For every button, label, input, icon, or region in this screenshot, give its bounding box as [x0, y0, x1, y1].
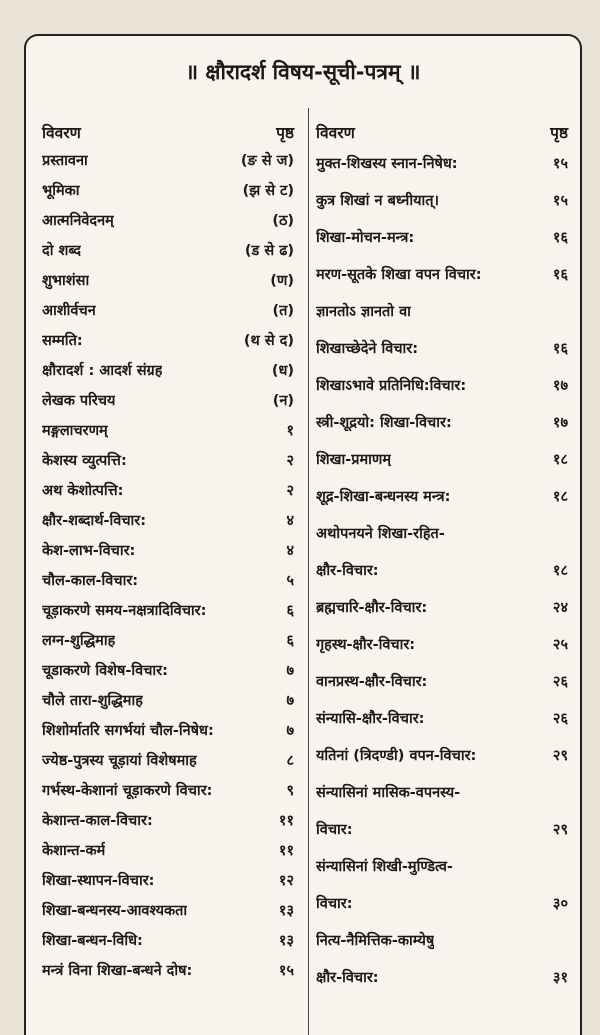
left-column: [42, 120, 294, 986]
toc-entry: [316, 812, 568, 849]
entry-label: क्षौर-शब्दार्थ-विचार:: [42, 513, 147, 529]
toc-entry: [42, 356, 294, 386]
entry-label: चौल-काल-विचार:: [42, 573, 139, 589]
entry-page: २४: [552, 600, 568, 616]
entry-page: ५: [286, 573, 294, 589]
entry-page: १५: [552, 156, 568, 172]
entry-page: २: [286, 483, 294, 499]
entry-page: ११: [278, 813, 294, 829]
entry-label: शिखा-बन्धन-विधि:: [42, 933, 143, 949]
entry-page: ३१: [552, 970, 568, 986]
toc-entry: [42, 326, 294, 356]
entry-page: (ण): [270, 273, 294, 289]
entry-label: मन्त्रं विना शिखा-बन्धने दोष:: [42, 963, 193, 979]
toc-entry: [316, 960, 568, 997]
entry-page: १३: [278, 933, 294, 949]
entry-page: (ङ से ज): [240, 153, 294, 169]
entry-page: १५: [552, 193, 568, 209]
toc-entry: [42, 266, 294, 296]
toc-entry: [316, 331, 568, 368]
toc-entry: [42, 806, 294, 836]
toc-entry: [316, 516, 568, 553]
entry-label: शिखाच्छेदेने विचार:: [316, 341, 419, 357]
toc-entry: [42, 596, 294, 626]
toc-entry: [42, 536, 294, 566]
subject-header: विवरण: [316, 124, 355, 142]
toc-entry: [316, 257, 568, 294]
entry-label: संन्यासिनां शिखी-मुण्डित्व-: [316, 859, 453, 875]
entry-label: संन्यासिनां मासिक-वपनस्य-: [316, 785, 461, 801]
entry-label: मङ्गलाचरणम्: [42, 423, 108, 439]
column-divider: [308, 108, 309, 1035]
toc-entry: [42, 476, 294, 506]
entry-page: १: [286, 423, 294, 439]
entry-label: शिखा-स्थापन-विचार:: [42, 873, 155, 889]
entry-page: ४: [286, 513, 294, 529]
toc-entry: [316, 738, 568, 775]
toc-entry: [316, 553, 568, 590]
toc-entry: [316, 701, 568, 738]
toc-entry: [42, 296, 294, 326]
toc-entry: [42, 776, 294, 806]
entry-label: शिखाऽभावे प्रतिनिधि:विचार:: [316, 378, 467, 394]
entry-label: सम्मति:: [42, 333, 83, 349]
entry-page: (ठ): [272, 213, 294, 229]
entry-label: क्षौर-विचार:: [316, 563, 379, 579]
toc-entry: [316, 590, 568, 627]
entry-page: २९: [552, 748, 568, 764]
entry-page: १६: [552, 341, 568, 357]
toc-entry: [316, 479, 568, 516]
toc-entry: [42, 206, 294, 236]
toc-entry: [316, 775, 568, 812]
toc-entry: [42, 176, 294, 206]
entry-label: चौले तारा-शुद्धिमाह: [42, 693, 143, 709]
entry-label: आशीर्वचन: [42, 303, 96, 319]
entry-label: लेखक परिचय: [42, 393, 116, 409]
toc-entry: [42, 146, 294, 176]
toc-entry: [42, 626, 294, 656]
entry-page: ११: [278, 843, 294, 859]
entry-page: १८: [552, 489, 568, 505]
entry-page: २६: [552, 711, 568, 727]
entry-label: शिशोर्मातरि सगर्भयां चौल-निषेध:: [42, 723, 214, 739]
toc-entry: [42, 926, 294, 956]
entry-page: १६: [552, 267, 568, 283]
entry-label: विचार:: [316, 896, 353, 912]
toc-entry: [316, 849, 568, 886]
toc-entry: [316, 220, 568, 257]
entry-label: वानप्रस्थ-क्षौर-विचार:: [316, 674, 428, 690]
entry-label: स्त्री-शूद्रयो: शिखा-विचार:: [316, 415, 452, 431]
toc-entry: [42, 686, 294, 716]
entry-page: २६: [552, 674, 568, 690]
entry-label: अथोपनयने शिखा-रहित-: [316, 526, 445, 542]
entry-page: ६: [286, 633, 294, 649]
toc-entry: [42, 896, 294, 926]
entry-page: (थ से द): [243, 333, 294, 349]
right-entry-list: [316, 146, 568, 997]
toc-entry: [316, 368, 568, 405]
entry-label: भूमिका: [42, 183, 80, 199]
entry-label: शिखा-बन्धनस्य-आवश्यकता: [42, 903, 188, 919]
entry-label: यतिनां (त्रिदण्डी) वपन-विचार:: [316, 748, 477, 764]
entry-page: ३०: [552, 896, 568, 912]
entry-label: कुत्र शिखां न बध्नीयात्।: [316, 193, 440, 209]
entry-label: विचार:: [316, 822, 353, 838]
entry-label: चूड़ाकरणे समय-नक्षत्रादिविचार:: [42, 603, 207, 619]
entry-label: क्षौर-विचार:: [316, 970, 379, 986]
toc-entry: [316, 627, 568, 664]
right-column-header: [316, 120, 568, 146]
entry-page: १७: [552, 415, 568, 431]
entry-page: १८: [552, 452, 568, 468]
entry-label: ब्रह्मचारि-क्षौर-विचार:: [316, 600, 428, 616]
page-header: पृष्ठ: [276, 124, 294, 142]
toc-entry: [42, 446, 294, 476]
entry-page: (त): [272, 303, 294, 319]
entry-label: केशान्त-काल-विचार:: [42, 813, 153, 829]
entry-label: प्रस्तावना: [42, 153, 88, 169]
toc-entry: [42, 656, 294, 686]
entry-page: १६: [552, 230, 568, 246]
entry-page: १८: [552, 563, 568, 579]
entry-page: (न): [272, 393, 294, 409]
page-title: ॥ क्षौरादर्श विषय-सूची-पत्रम् ॥: [185, 60, 421, 84]
entry-label: शिखा-मोचन-मन्त्र:: [316, 230, 415, 246]
entry-page: ७: [286, 723, 294, 739]
left-entry-list: [42, 146, 294, 986]
toc-entry: [42, 386, 294, 416]
toc-entry: [316, 183, 568, 220]
entry-label: शिखा-प्रमाणम्: [316, 452, 392, 468]
entry-page: २९: [552, 822, 568, 838]
entry-label: केशान्त-कर्म: [42, 843, 106, 859]
toc-entry: [42, 866, 294, 896]
toc-entry: [42, 956, 294, 986]
entry-page: १५: [278, 963, 294, 979]
toc-entry: [316, 886, 568, 923]
toc-entry: [42, 746, 294, 776]
entry-label: मरण-सूतके शिखा वपन विचार:: [316, 267, 482, 283]
entry-page: ४: [286, 543, 294, 559]
entry-page: ६: [286, 603, 294, 619]
entry-page: १७: [552, 378, 568, 394]
entry-label: ज्येष्ठ-पुत्रस्य चूड़ायां विशेषमाह: [42, 753, 197, 769]
entry-page: ८: [286, 753, 294, 769]
entry-label: मुक्त-शिखस्य स्नान-निषेध:: [316, 156, 458, 172]
entry-label: शूद्र-शिखा-बन्धनस्य मन्त्र:: [316, 489, 451, 505]
page-header: पृष्ठ: [550, 124, 568, 142]
toc-entry: [42, 506, 294, 536]
entry-page: २: [286, 453, 294, 469]
entry-label: गर्भस्थ-केशानां चूड़ाकरणे विचार:: [42, 783, 213, 799]
entry-label: केशस्य व्युत्पत्ति:: [42, 453, 127, 469]
subject-header: विवरण: [42, 124, 81, 142]
toc-entry: [42, 566, 294, 596]
toc-entry: [316, 664, 568, 701]
entry-label: आत्मनिवेदनम्: [42, 213, 114, 229]
entry-label: शुभाशंसा: [42, 273, 90, 289]
toc-entry: [316, 405, 568, 442]
toc-entry: [316, 923, 568, 960]
entry-page: २५: [552, 637, 568, 653]
entry-label: ज्ञानतोऽ ज्ञानतो वा: [316, 304, 411, 320]
entry-label: चूडाकरणे विशेष-विचार:: [42, 663, 168, 679]
entry-label: नित्य-नैमित्तिक-काम्येषु: [316, 933, 435, 949]
entry-page: ७: [286, 663, 294, 679]
entry-label: गृहस्थ-क्षौर-विचार:: [316, 637, 416, 653]
toc-entry: [316, 294, 568, 331]
entry-page: ७: [286, 693, 294, 709]
entry-label: अथ केशोत्पत्ति:: [42, 483, 124, 499]
entry-page: (ड से ढ): [244, 243, 294, 259]
right-column: [316, 120, 568, 997]
toc-entry: [42, 836, 294, 866]
toc-entry: [42, 716, 294, 746]
toc-entry: [42, 236, 294, 266]
toc-entry: [42, 416, 294, 446]
entry-label: लग्न-शुद्धिमाह: [42, 633, 116, 649]
entry-page: (झ से ट): [242, 183, 294, 199]
toc-entry: [316, 442, 568, 479]
entry-label: क्षौरादर्श : आदर्श संग्रह: [42, 363, 163, 379]
entry-page: १२: [278, 873, 294, 889]
left-column-header: [42, 120, 294, 146]
entry-label: दो शब्द: [42, 243, 81, 259]
entry-page: १३: [278, 903, 294, 919]
entry-label: केश-लाभ-विचार:: [42, 543, 136, 559]
toc-entry: [316, 146, 568, 183]
entry-label: संन्यासि-क्षौर-विचार:: [316, 711, 425, 727]
entry-page: (ध): [271, 363, 294, 379]
entry-page: ९: [286, 783, 294, 799]
index-page: [24, 34, 582, 1035]
